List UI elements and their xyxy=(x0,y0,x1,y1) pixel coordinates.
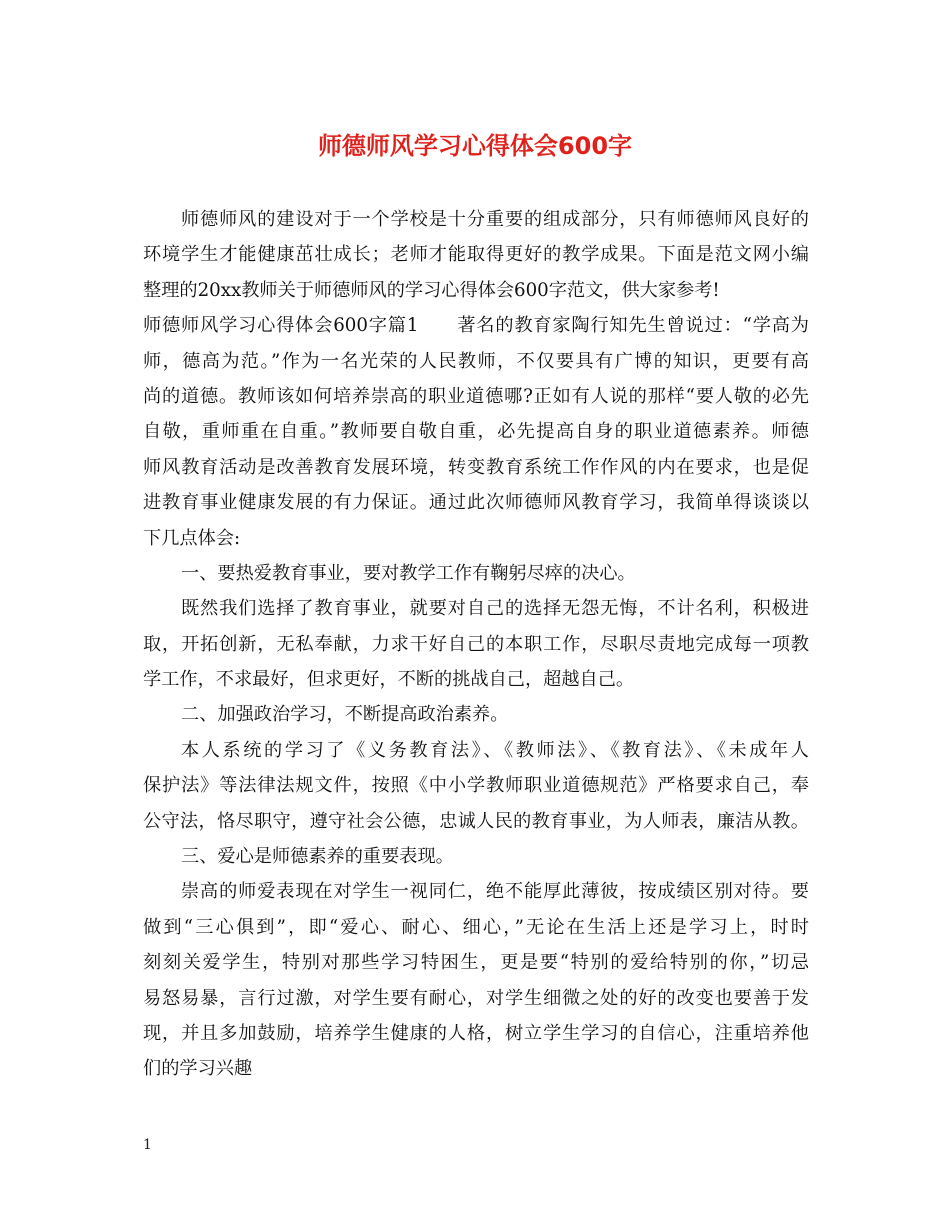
text-line: 师德师风学习心得体会600字篇1 著名的教育家陶行知先生曾说过：“学高为 xyxy=(143,315,809,337)
text-line: 环境学生才能健康茁壮成长；老师才能取得更好的教学成果。下面是范文网小编 xyxy=(143,244,809,266)
text-line: 一、要热爱教育事业，要对教学工作有鞠躬尽瘁的决心。 xyxy=(181,562,636,584)
text-line: 自敬，重师重在自重。”教师要自敬自重，必先提高自身的职业道德素养。师德 xyxy=(143,421,809,443)
text-line: 本人系统的学习了《义务教育法》、《教师法》、《教育法》、《未成年人 xyxy=(181,739,809,761)
text-line: 师德师风的建设对于一个学校是十分重要的组成部分，只有师德师风良好的 xyxy=(181,209,809,230)
text-line: 崇高的师爱表现在对学生一视同仁，绝不能厚此薄彼，按成绩区别对待。要 xyxy=(181,881,809,903)
text-line: 刻刻关爱学生，特别对那些学习特困生，更是要“特别的爱给特别的你，”切忌 xyxy=(143,952,809,974)
document-title: 师德师风学习心得体会600字 xyxy=(317,132,633,160)
text-line: 学工作，不求最好，但求更好，不断的挑战自己，超越自己。 xyxy=(143,669,635,691)
page-number: 1 xyxy=(143,1137,152,1153)
text-line: 进教育事业健康发展的有力保证。通过此次师德师风教育学习，我简单得谈谈以 xyxy=(143,492,809,514)
text-line: 二、加强政治学习，不断提高政治素养。 xyxy=(181,704,509,726)
text-line: 既然我们选择了教育事业，就要对自己的选择无怨无悔，不计名利，积极进 xyxy=(181,598,809,620)
text-line: 们的学习兴趣 xyxy=(143,1058,253,1080)
text-line: 尚的道德。教师该如何培养崇高的职业道德哪?正如有人说的那样“要人敬的必先 xyxy=(143,385,809,407)
text-line: 做到“三心俱到”，即“爱心、耐心、细心，”无论在生活上还是学习上，时时 xyxy=(143,916,809,938)
document-body xyxy=(143,202,809,1087)
text-line: 下几点体会: xyxy=(143,527,241,549)
text-line: 三、爱心是师德素养的重要表现。 xyxy=(181,846,454,868)
text-line: 师风教育活动是改善教育发展环境，转变教育系统工作作风的内在要求，也是促 xyxy=(143,456,809,478)
text-line: 公守法，恪尽职守，遵守社会公德，忠诚人民的教育事业，为人师表，廉洁从教。 xyxy=(143,810,809,832)
text-line: 取，开拓创新，无私奉献，力求干好自己的本职工作，尽职尽责地完成每一项教 xyxy=(143,633,809,655)
text-line: 师，德高为范。”作为一名光荣的人民教师，不仅要具有广博的知识，更要有高 xyxy=(143,350,809,372)
text-line: 保护法》等法律法规文件，按照《中小学教师职业道德规范》严格要求自己，奉 xyxy=(143,775,809,797)
text-line: 现，并且多加鼓励，培养学生健康的人格，树立学生学习的自信心，注重培养他 xyxy=(143,1022,809,1044)
text-line: 易怒易暴，言行过激，对学生要有耐心，对学生细微之处的好的改变也要善于发 xyxy=(143,987,809,1009)
text-line: 整理的20xx教师关于师德师风的学习心得体会600字范文，供大家参考! xyxy=(143,279,720,301)
